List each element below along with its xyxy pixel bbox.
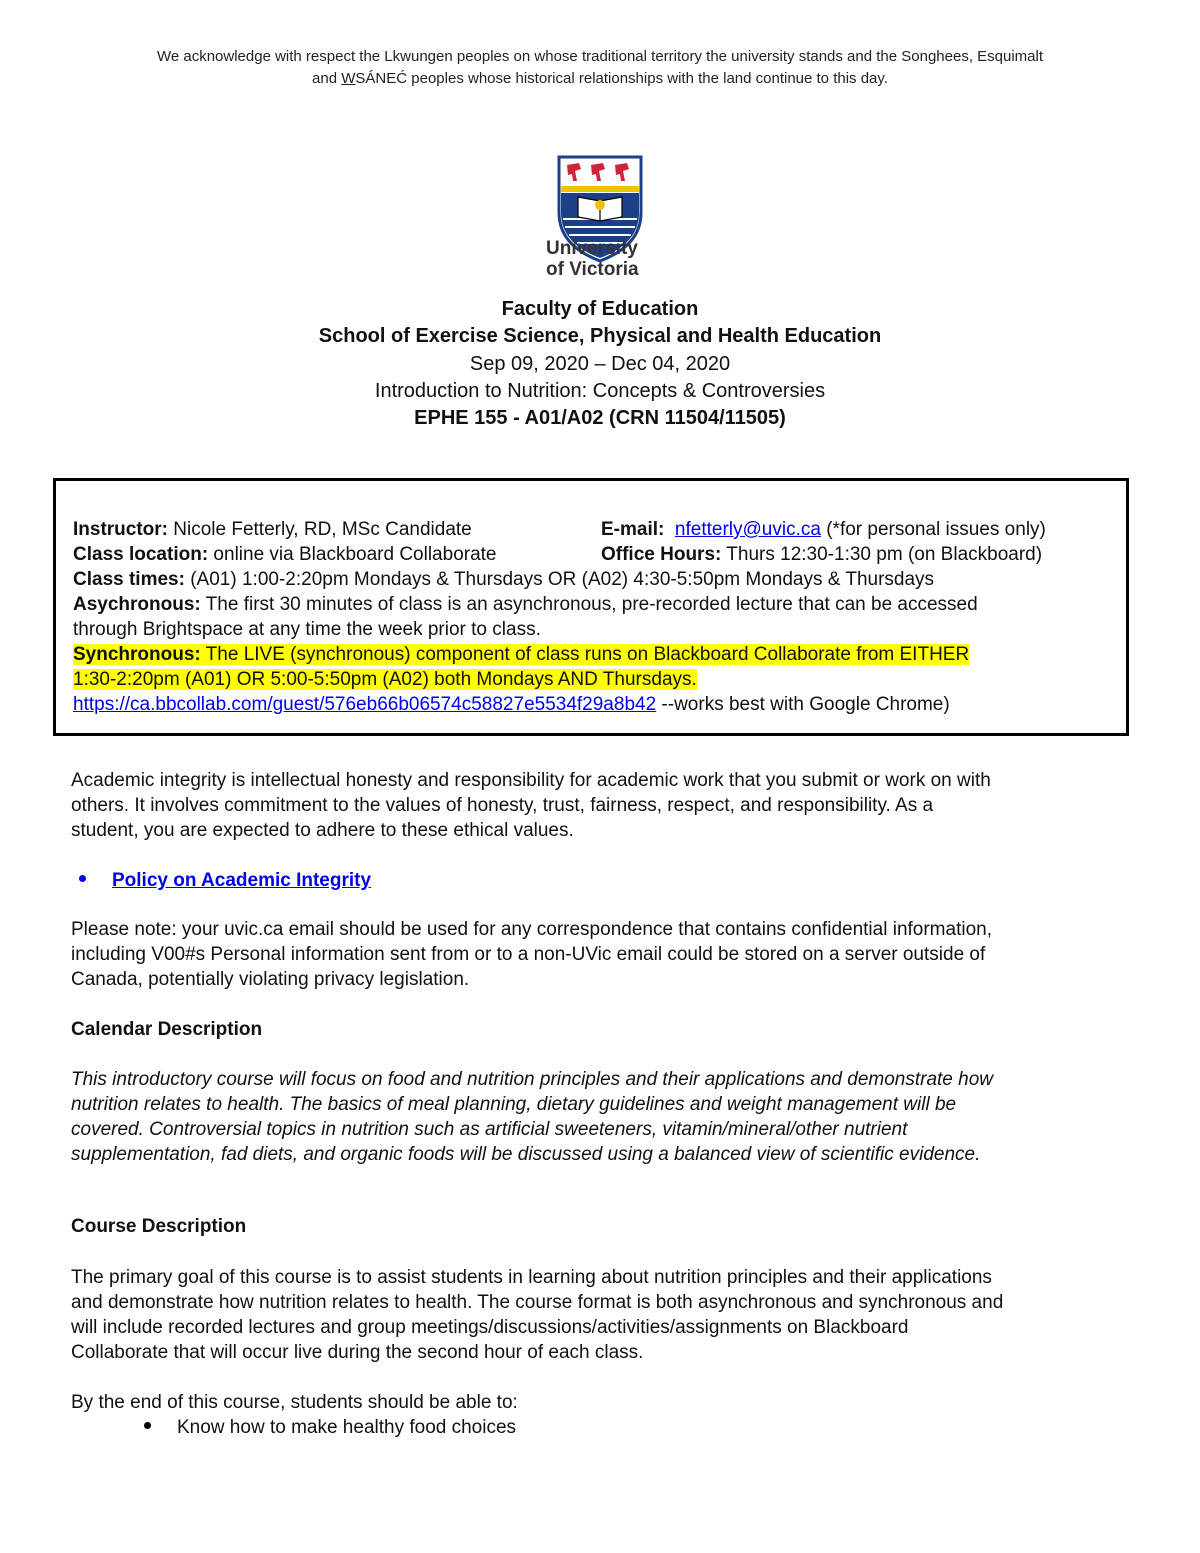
land-acknowledgement bbox=[40, 46, 1160, 90]
email-note: (*for personal issues only) bbox=[820, 519, 1046, 540]
calendar-line-4: supplementation, fad diets, and organic foods will be discussed using a balanced view of scientific evidence. bbox=[71, 1144, 981, 1165]
bullet-icon bbox=[79, 875, 86, 882]
location-label: Class location: bbox=[73, 544, 209, 565]
integrity-line-1: Academic integrity is intellectual honesty and responsibility for academic work that you submit or work on with bbox=[71, 770, 991, 791]
university-wordmark bbox=[546, 238, 666, 280]
email-policy-paragraph bbox=[71, 917, 1141, 992]
course-line-3: will include recorded lectures and group meetings/discussions/activities/assignments on Blackboard bbox=[71, 1317, 909, 1338]
course-line-2: and demonstrate how nutrition relates to health. The course format is both asynchronous and synchronous and bbox=[71, 1292, 1004, 1313]
collab-row bbox=[73, 692, 950, 717]
integrity-paragraph bbox=[71, 768, 1141, 843]
integrity-line-2: others. It involves commitment to the values of honesty, trust, fairness, respect, and responsibility. As a bbox=[71, 795, 934, 816]
bullet-icon bbox=[144, 1422, 151, 1429]
calendar-line-3: covered. Controversial topics in nutrition such as artificial sweeteners, vitamin/mineral/other nutrient bbox=[71, 1119, 908, 1140]
course-dates: Sep 09, 2020 – Dec 04, 2020 bbox=[469, 353, 731, 375]
instructor-label: Instructor: bbox=[73, 519, 168, 540]
class-times-value: (A01) 1:00-2:20pm Mondays & Thursdays OR (A02) 4:30-5:50pm Mondays & Thursdays bbox=[184, 569, 935, 590]
collaborate-link[interactable]: https://ca.bbcollab.com/guest/576eb66b06574c58827e5534f29a8b42 bbox=[73, 694, 657, 715]
sync-value: The LIVE (synchronous) component of class runs on Blackboard Collaborate from EITHER bbox=[200, 644, 970, 665]
email-policy-line-1: Please note: your uvic.ca email should be used for any correspondence that contains confidential information, bbox=[71, 919, 992, 940]
location-value: online via Blackboard Collaborate bbox=[208, 544, 497, 565]
course-line-4: Collaborate that will occur live during the second hour of each class. bbox=[71, 1342, 644, 1363]
course-code: EPHE 155 - A01/A02 (CRN 11504/11505) bbox=[414, 407, 786, 429]
email-label: E-mail: bbox=[601, 519, 665, 540]
sync-value-2: 1:30-2:20pm (A01) OR 5:00-5:50pm (A02) both Mondays AND Thursdays. bbox=[73, 669, 697, 690]
calendar-description-paragraph bbox=[71, 1067, 1141, 1167]
outcomes-intro: By the end of this course, students should be able to: bbox=[71, 1392, 518, 1413]
email-row bbox=[601, 517, 1046, 542]
calendar-line-1: This introductory course will focus on food and nutrition principles and their applications and demonstrate how bbox=[71, 1069, 994, 1090]
policy-list-item bbox=[79, 868, 371, 893]
async-value: The first 30 minutes of class is an asynchronous, pre-recorded lecture that can be accessed bbox=[200, 594, 978, 615]
office-hours-label: Office Hours: bbox=[601, 544, 722, 565]
ack-line-2 bbox=[40, 68, 1160, 90]
course-info-box bbox=[53, 478, 1129, 736]
office-hours-value: Thurs 12:30-1:30 pm (on Blackboard) bbox=[721, 544, 1043, 565]
office-hours-row bbox=[601, 542, 1042, 567]
email-policy-line-2: including V00#s Personal information sent from or to a non-UVic email could be stored on a server outside of bbox=[71, 944, 986, 965]
ack-line-2-underlined: W bbox=[341, 70, 356, 87]
location-row bbox=[73, 542, 497, 567]
policy-academic-integrity-link[interactable]: Policy on Academic Integrity bbox=[112, 870, 372, 891]
faculty-heading: Faculty of Education bbox=[501, 298, 699, 320]
instructor-row bbox=[73, 517, 472, 542]
async-label: Asychronous: bbox=[73, 594, 201, 615]
integrity-line-3: student, you are expected to adhere to these ethical values. bbox=[71, 820, 574, 841]
sync-label: Synchronous: bbox=[73, 644, 201, 665]
school-heading: School of Exercise Science, Physical and Health Education bbox=[318, 325, 882, 347]
email-policy-line-3: Canada, potentially violating privacy legislation. bbox=[71, 969, 470, 990]
outcome-list-item bbox=[144, 1415, 516, 1440]
class-times-label: Class times: bbox=[73, 569, 185, 590]
calendar-description-heading: Calendar Description bbox=[71, 1019, 263, 1040]
email-link[interactable]: nfetterly@uvic.ca bbox=[674, 519, 821, 540]
collab-note: --works best with Google Chrome) bbox=[656, 694, 950, 715]
course-line-1: The primary goal of this course is to assist students in learning about nutrition principles and their applications bbox=[71, 1267, 992, 1288]
async-row-2: through Brightspace at any time the week prior to class. bbox=[73, 619, 541, 640]
class-times-row bbox=[73, 567, 934, 592]
wordmark-line-2: of Victoria bbox=[546, 259, 639, 280]
sync-row-2 bbox=[73, 667, 697, 692]
wordmark-line-1: University bbox=[546, 238, 638, 259]
instructor-value: Nicole Fetterly, RD, MSc Candidate bbox=[168, 519, 472, 540]
calendar-line-2: nutrition relates to health. The basics of meal planning, dietary guidelines and weight management will be bbox=[71, 1094, 957, 1115]
sync-row bbox=[73, 642, 969, 667]
ack-line-2-post: SÁNEĆ peoples whose historical relationships with the land continue to this day. bbox=[355, 70, 888, 87]
course-description-paragraph bbox=[71, 1265, 1141, 1365]
course-title: Introduction to Nutrition: Concepts & Controversies bbox=[374, 380, 826, 402]
async-row bbox=[73, 592, 978, 617]
ack-line-1: We acknowledge with respect the Lkwungen peoples on whose traditional territory the university stands and the Songhees, Esquimalt bbox=[156, 48, 1044, 65]
ack-line-2-pre: and bbox=[312, 70, 342, 87]
course-description-heading: Course Description bbox=[71, 1216, 247, 1237]
outcome-text: Know how to make healthy food choices bbox=[177, 1417, 517, 1438]
